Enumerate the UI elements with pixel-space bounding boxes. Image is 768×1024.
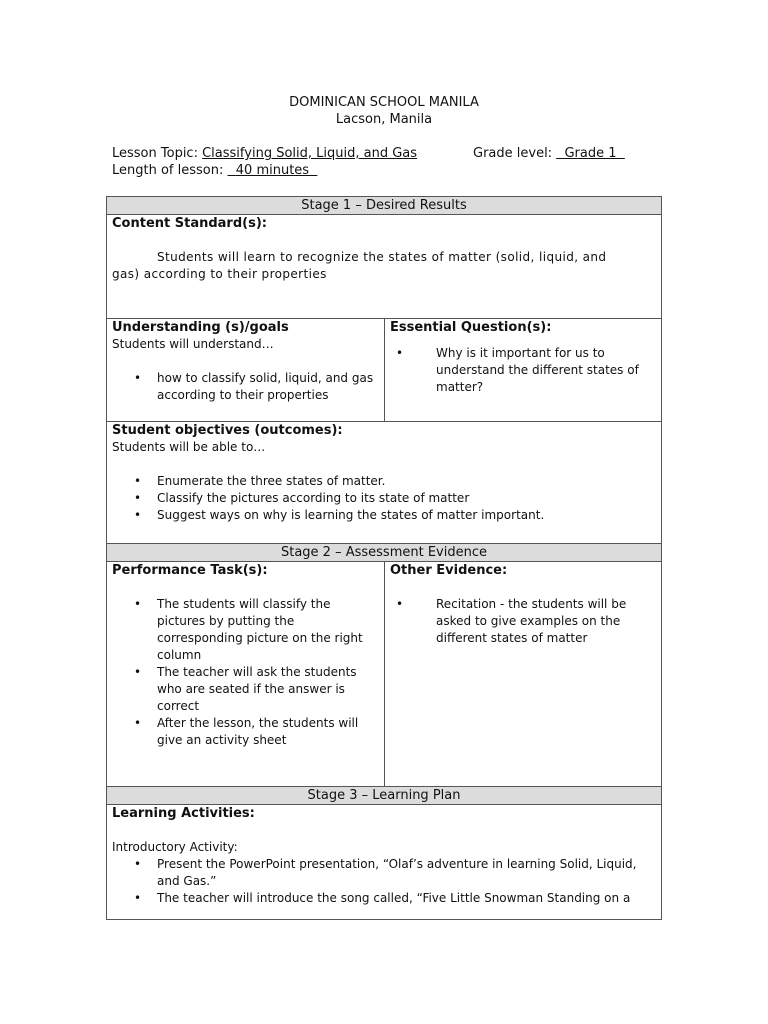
- essential-question-list: [390, 345, 656, 396]
- list-item: • Enumerate the three states of matter.: [134, 474, 386, 488]
- content-standard-line1: Students will learn to recognize the states of matter (solid, liquid, and: [157, 250, 607, 264]
- grade-level-line: [473, 146, 625, 162]
- content-standard-line2: gas) according to their properties: [112, 267, 327, 281]
- content-standard-cell: [107, 215, 661, 319]
- list-item: • Classify the pictures according to its state of matter: [134, 491, 470, 505]
- list-item: • Suggest ways on why is learning the states of matter important.: [134, 508, 545, 522]
- understanding-intro: Students will understand…: [112, 337, 274, 351]
- other-evidence-cell: [385, 562, 661, 786]
- performance-task-cell: [107, 562, 385, 786]
- understanding-cell: [107, 319, 385, 421]
- list-item: • The students will classify the pictures by putting the corresponding picture on the right column: [134, 597, 363, 662]
- grade-level-label: Grade level:: [473, 146, 553, 161]
- lesson-length-value: 40 minutes: [235, 163, 310, 178]
- performance-task-title: Performance Task(s):: [112, 563, 268, 578]
- list-item: • Why is it important for us to understand the different states of matter?: [396, 346, 639, 394]
- introductory-activity-label: Introductory Activity:: [112, 840, 238, 854]
- lesson-topic-value: Classifying Solid, Liquid, and Gas: [202, 146, 418, 161]
- objectives-title: Student objectives (outcomes):: [112, 423, 343, 438]
- understanding-row: [107, 319, 661, 422]
- lesson-length-line: [112, 163, 317, 179]
- school-location: Lacson, Manila: [335, 112, 433, 127]
- learning-activities-list: [112, 856, 656, 907]
- list-item: • how to classify solid, liquid, and gas according to their properties: [134, 371, 374, 402]
- essential-question-title: Essential Question(s):: [390, 320, 552, 335]
- list-item: • The teacher will introduce the song called, “Five Little Snowman Standing on a: [134, 891, 631, 905]
- lesson-plan-table: [106, 196, 662, 920]
- understanding-title: Understanding (s)/goals: [112, 320, 289, 335]
- other-evidence-list: [390, 596, 656, 647]
- objectives-list: [112, 473, 656, 524]
- lesson-length-label: Length of lesson:: [112, 163, 224, 178]
- list-item: • After the lesson, the students will give an activity sheet: [134, 716, 359, 747]
- understanding-list: [112, 370, 379, 404]
- lesson-topic-line: [112, 146, 417, 162]
- learning-activities-title: Learning Activities:: [112, 806, 255, 821]
- stage3-header: Stage 3 – Learning Plan: [107, 787, 661, 805]
- essential-question-cell: [385, 319, 661, 421]
- content-standard-title: Content Standard(s):: [112, 216, 267, 231]
- stage2-header: Stage 2 – Assessment Evidence: [107, 544, 661, 562]
- list-item: • Recitation - the students will be asked to give examples on the different states of matter: [396, 597, 627, 645]
- grade-level-value: Grade 1: [564, 146, 617, 161]
- stage1-header: Stage 1 – Desired Results: [107, 197, 661, 215]
- list-item: • Present the PowerPoint presentation, “Olaf’s adventure in learning Solid, Liquid, and Gas.”: [134, 857, 637, 888]
- objectives-cell: [107, 422, 661, 544]
- lesson-topic-label: Lesson Topic:: [112, 146, 198, 161]
- other-evidence-title: Other Evidence:: [390, 563, 508, 578]
- assessment-row: [107, 562, 661, 787]
- objectives-intro: Students will be able to…: [112, 440, 266, 454]
- list-item: • The teacher will ask the students who are seated if the answer is correct: [134, 665, 357, 713]
- performance-task-list: [112, 596, 379, 749]
- school-name: DOMINICAN SCHOOL MANILA: [289, 95, 479, 110]
- learning-activities-cell: [107, 805, 661, 919]
